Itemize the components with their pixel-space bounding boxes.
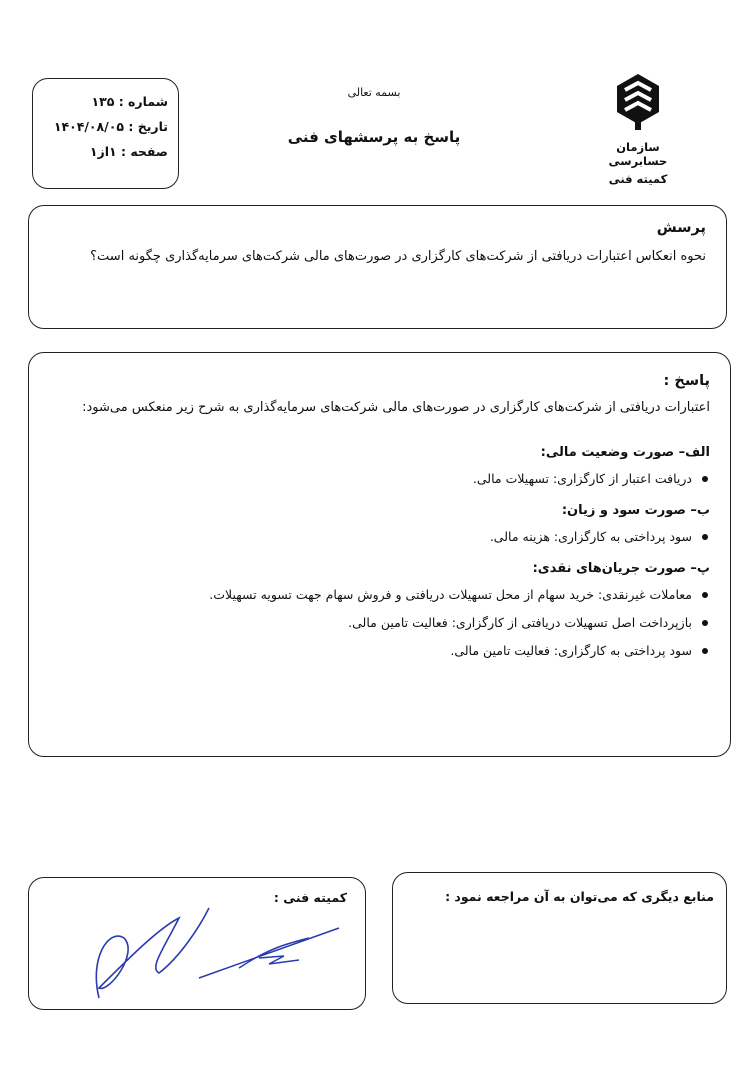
basmala: بسمه تعالی <box>347 86 401 99</box>
question-text: نحوه انعکاس اعتبارات دریافتی از شرکت‌های کارگزاری در صورت‌های مالی شرکت‌های سرمایه‌گذاری چگونه است؟ <box>90 249 706 264</box>
section-title: الف– صورت وضعیت مالی: <box>540 445 710 460</box>
page-title: پاسخ به پرسشهای فنی <box>287 128 461 146</box>
answer-box <box>28 352 731 757</box>
document-page: صفحه : ۱از۱ <box>89 144 168 159</box>
section-title: پ– صورت جریان‌های نقدی: <box>532 561 710 576</box>
committee-name: کمیته فنی <box>608 172 668 186</box>
committee-label: کمیته فنی : <box>273 890 347 905</box>
committee-signature-box <box>28 877 366 1010</box>
answer-intro: اعتبارات دریافتی از شرکت‌های کارگزاری در صورت‌های مالی شرکت‌های سرمایه‌گذاری به شرح زیر منعکس می‌شود: <box>82 400 710 415</box>
references-label: منابع دیگری که می‌توان به آن مراجعه نمود : <box>445 889 714 904</box>
list-item: بازپرداخت اصل تسهیلات دریافتی از کارگزاری: فعالیت تامین مالی. <box>45 609 692 637</box>
list-item: دریافت اعتبار از کارگزاری: تسهیلات مالی. <box>45 465 692 493</box>
signature-icon <box>69 898 349 1008</box>
document-number: شماره : ۱۳۵ <box>91 94 168 109</box>
answer-heading: پاسخ : <box>663 373 710 389</box>
section-list <box>45 581 710 665</box>
list-item: سود پرداختی به کارگزاری: فعالیت تامین مالی. <box>45 637 692 665</box>
organization-name: سازمان حسابرسی <box>608 140 668 168</box>
references-box <box>392 872 727 1004</box>
document-date: تاریخ : ۱۴۰۴/۰۸/۰۵ <box>53 119 168 134</box>
organization-logo <box>598 72 678 186</box>
section-list <box>45 465 710 493</box>
list-item: سود پرداختی به کارگزاری: هزینه مالی. <box>45 523 692 551</box>
section-title: ب– صورت سود و زیان: <box>561 503 710 518</box>
question-heading: پرسش <box>656 220 706 236</box>
section-list <box>45 523 710 551</box>
list-item: معاملات غیرنقدی: خرید سهام از محل تسهیلات دریافتی و فروش سهام جهت تسویه تسهیلات. <box>45 581 692 609</box>
question-box <box>28 205 727 329</box>
audit-organization-logo-icon <box>615 72 661 134</box>
